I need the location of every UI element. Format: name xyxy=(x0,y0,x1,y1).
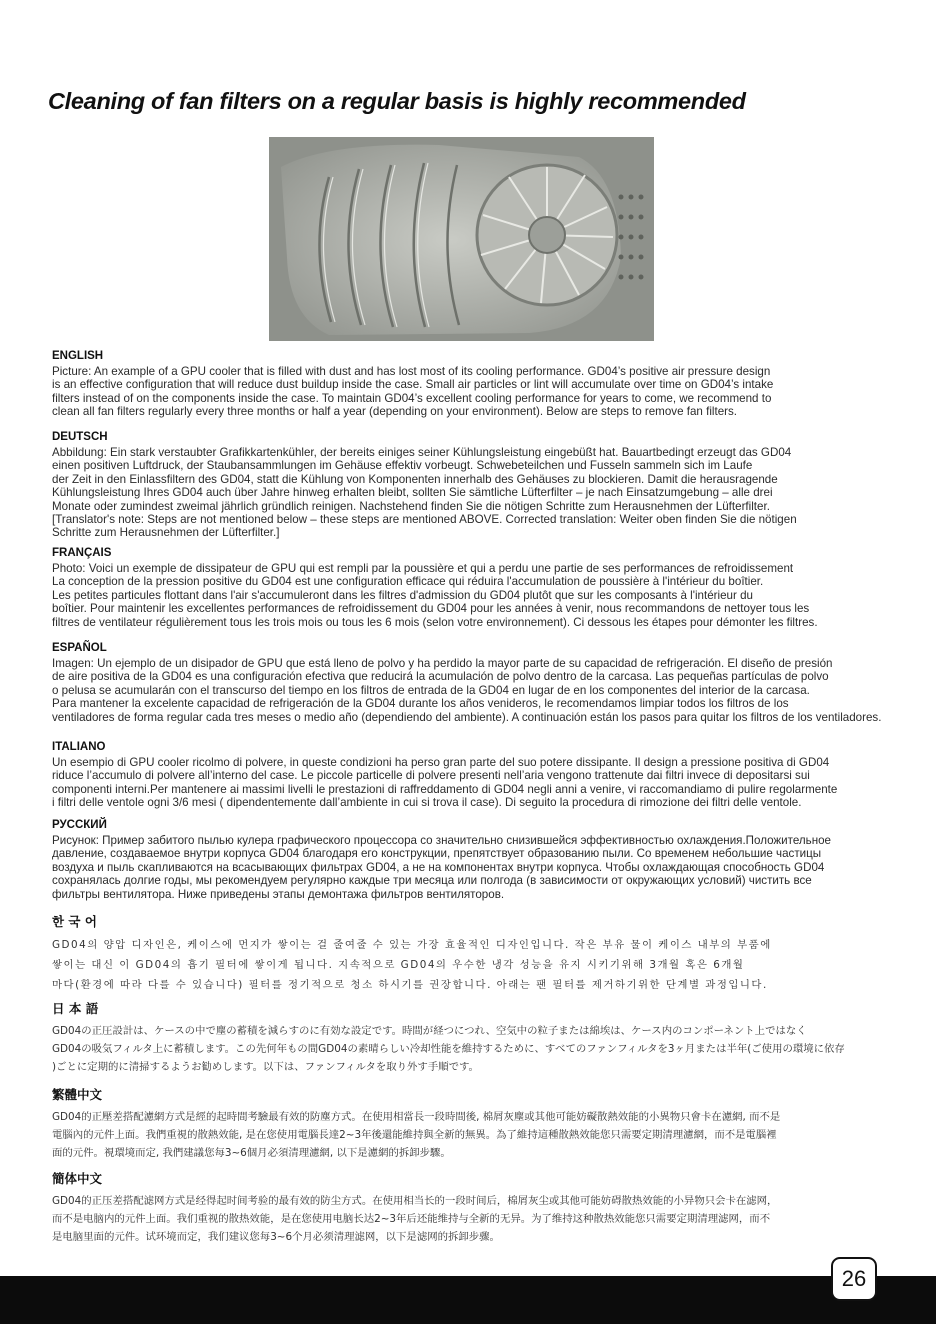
section-body xyxy=(52,834,914,901)
section-body xyxy=(52,1108,914,1162)
text-line: GD04の正圧設計は、ケースの中で塵の蓄積を減らすのに有効な設定です。時間が経つにつれ、空気中の粒子または綿埃は、ケース内のコンポーネント上ではなく xyxy=(52,1025,807,1037)
section-japanese xyxy=(52,1000,914,1076)
section-espanol xyxy=(52,640,914,724)
text-line: 쌓이는 대신 이 GD04의 흡기 필터에 쌓이게 됩니다. 지속적으로 GD04의 우수한 냉각 성능을 유지 시키기위해 3개월 혹은 6개월 xyxy=(52,959,745,971)
language-heading: ESPAÑOL xyxy=(52,642,107,654)
language-heading: 日 本 語 xyxy=(52,1001,99,1016)
language-heading: ENGLISH xyxy=(52,350,104,362)
section-english xyxy=(52,348,914,419)
text-line: [Translator's note: Steps are not mentioned below – these steps are mentioned ABOVE. Corrected translation: Weiter oben finden Sie die nötigen xyxy=(52,513,797,527)
section-body xyxy=(52,935,914,995)
text-line: der Zeit in den Einlassfiltern des GD04, statt die Kühlung von Komponenten innerhalb des Gehäuses zu blockieren. Damit die herausragende xyxy=(52,472,778,486)
section-russian xyxy=(52,817,914,901)
text-line: Monate oder zumindest zweimal jährlich gründlich reinigen. Nachstehend finden Sie die nötigen Schritte zum Herausnehmen der Lüfterfilter. xyxy=(52,499,770,513)
text-line: GD04の吸気フィルタ上に蓄積します。この先何年もの間GD04の素晴らしい冷却性能を維持するために、すべてのファンフィルタを3ヶ月または半年(ご使用の環境に依存 xyxy=(52,1043,845,1055)
language-heading: FRANÇAIS xyxy=(52,547,112,559)
text-line: filters instead of on the components inside the case. To maintain GD04’s excellent cooling performance for years to come, we recommend to xyxy=(52,391,772,405)
text-line: Imagen: Un ejemplo de un disipador de GPU que está lleno de polvo y ha perdido la mayor parte de su capacidad de refrigeración. El diseño de presión xyxy=(52,657,833,670)
section-korean xyxy=(52,913,914,995)
section-body xyxy=(52,365,914,419)
section-body xyxy=(52,756,914,810)
section-deutsch xyxy=(52,429,914,540)
language-heading: ITALIANO xyxy=(52,741,106,753)
text-line: o pelusa se acumularán con el transcurso del tiempo en los filtros de entrada de la GD04 en lugar de en los componentes del interior de la carcasa. xyxy=(52,683,810,697)
text-line: Picture: An example of a GPU cooler that is filled with dust and has lost most of its cooling performance. GD04’s positive air pressure design xyxy=(52,365,771,378)
text-line: 電腦內的元件上面。我們重視的散熱效能, 是在您使用電腦長達2~3年後還能維持與全新的無異。為了維持這種散熱效能您只需要定期清理濾網，而不是電腦裡 xyxy=(52,1129,777,1141)
text-line: componenti interni.Per mantenere ai massimi livelli le prestazioni di raffreddamento di GD04 negli anni a venire, vi raccomandiamo di pulire regolarmente xyxy=(52,782,838,796)
page-number: 26 xyxy=(831,1257,877,1301)
text-line: GD04的正壓差搭配濾網方式是經的起時間考驗最有效的防塵方式。在使用相當長一段時間後, 棉屑灰塵或其他可能妨礙散熱效能的小異物只會卡在濾網, 而不是 xyxy=(52,1111,781,1123)
section-body xyxy=(52,562,914,629)
text-line: фильтры вентилятора. Ниже приведены этапы демонтажа фильтров вентиляторов. xyxy=(52,887,505,901)
text-line: boîtier. Pour maintenir les excellentes performances de refroidissement du GD04 pour les années à venir, nous recommandons de nettoyer tous les xyxy=(52,602,810,616)
page-title: Cleaning of fan filters on a regular basis is highly recommended xyxy=(48,88,746,114)
text-line: ventiladores de forma regular cada tres meses o medio año (dependiendo del ambiente). A continuación están los pasos para quitar los filtros de los ventiladores. xyxy=(52,710,882,724)
section-simplified-chinese xyxy=(52,1170,914,1246)
text-line: clean all fan filters regularly every three months or half a year (depending on your environment). Below are steps to remove fan filters. xyxy=(52,405,738,419)
text-line: GD04的正压差搭配滤网方式是经得起时间考验的最有效的防尘方式。在使用相当长的一段时间后，棉屑灰尘或其他可能妨碍散热效能的小异物只会卡在滤网， xyxy=(52,1195,778,1207)
language-heading: DEUTSCH xyxy=(52,431,108,443)
text-line: Un esempio di GPU cooler ricolmo di polvere, in queste condizioni ha perso gran parte del suo potere dissipante. Il design a pressione positiva di GD04 xyxy=(52,756,830,769)
text-line: Рисунок: Пример забитого пылью кулера графического процессора со значительно снизившейся эффективностью охлаждения.Положительное xyxy=(52,834,831,847)
text-line: einen positiven Luftdruck, der Staubansammlungen im Gehäuse effektiv vorbeugt. Schwebeteilchen und Fusseln sammeln sich im Laufe xyxy=(52,459,753,473)
text-line: La conception de la pression positive du GD04 est une configuration efficace qui réduira l'accumulation de poussière à l'intérieur du boîtier. xyxy=(52,575,764,589)
section-body xyxy=(52,1192,914,1246)
text-line: воздуха и пыль скапливаются на всасывающих фильтрах GD04, а не на компонентах внутри корпуса. Чтобы охлаждающая способность GD04 xyxy=(52,860,825,874)
text-line: Schritte zum Herausnehmen der Lüfterfilter.] xyxy=(52,526,280,540)
text-line: GD04의 양압 디자인은, 케이스에 먼지가 쌓이는 걸 줄여줄 수 있는 가장 효율적인 디자인입니다. 작은 부유 물이 케이스 내부의 부품에 xyxy=(52,939,772,951)
footer-bar xyxy=(0,1276,936,1324)
language-heading: РУССКИЙ xyxy=(52,819,107,831)
text-line: Les petites particules flottant dans l'air s'accumuleront dans les filtres d'admission du GD04 plutôt que sur les composants à l'intérieur du xyxy=(52,588,753,602)
text-line: filtres de ventilateur régulièrement tous les trois mois ou tous les 6 mois (selon votre environnement). Ci dessous les étapes pour démonter les filtres. xyxy=(52,615,818,629)
section-body xyxy=(52,657,914,724)
section-traditional-chinese xyxy=(52,1086,914,1162)
text-line: )ごとに定期的に清掃するようお勧めします。以下は、ファンフィルタを取り外す手順です。 xyxy=(52,1061,479,1073)
section-italiano xyxy=(52,739,914,810)
text-line: Kühlungsleistung Ihres GD04 auch über Jahre hinweg erhalten bleibt, sollten Sie sämtliche Lüfterfilter – je nach Einsatzumgebung – alle drei xyxy=(52,486,773,500)
text-line: 面的元件。視環境而定, 我們建議您每3~6個月必須清理濾網, 以下是濾網的拆卸步驟。 xyxy=(52,1147,451,1159)
text-line: 而不是电脑内的元件上面。我们重视的散热效能，是在您使用电脑长达2~3年后还能维持与全新的无异。为了维持这种散热效能您只需要定期清理滤网，而不 xyxy=(52,1213,771,1225)
language-heading: 簡体中文 xyxy=(52,1171,103,1186)
text-line: Para mantener la excelente capacidad de refrigeración de la GD04 durante los años venideros, le recomendamos limpiar todos los filtros de los xyxy=(52,697,789,711)
text-line: 是电脑里面的元件。试环境而定，我们建议您每3~6个月必须清理滤网，以下是滤网的拆卸步骤。 xyxy=(52,1231,500,1243)
section-body xyxy=(52,446,914,540)
section-body xyxy=(52,1022,914,1076)
dusty-gpu-cooler-photo xyxy=(269,137,654,341)
text-line: i filtri delle ventole ogni 3/6 mesi ( dipendentemente dall’ambiente in cui si trova il case). Di seguito la procedura di rimozione dei filtri delle ventole. xyxy=(52,796,802,810)
text-line: давление, создаваемое внутри корпуса GD04 благодаря его конструкции, препятствует образованию пыли. Со временем небольшие частицы xyxy=(52,847,822,861)
text-line: 마다(환경에 따라 다를 수 있습니다) 필터를 정기적으로 청소 하시기를 권장합니다. 아래는 팬 필터를 제거하기위한 단계별 과정입니다. xyxy=(52,979,768,991)
text-line: Photo: Voici un exemple de dissipateur de GPU qui est rempli par la poussière et qui a perdu une partie de ses performances de refroidissement xyxy=(52,562,794,575)
text-line: is an effective configuration that will reduce dust buildup inside the case. Small air particles or lint will accumulate over time on GD04’s intake xyxy=(52,378,774,392)
text-line: riduce l’accumulo di polvere all’interno del case. Le piccole particelle di polvere presenti nell’aria vengono trattenute dai filtri invece di depositarsi sui xyxy=(52,769,810,783)
language-heading: 繁體中文 xyxy=(52,1087,103,1102)
text-line: de aire positiva de la GD04 es una configuración efectiva que reducirá la acumulación de polvo dentro de la carcasa. Las pequeñas partículas de polvo xyxy=(52,670,829,684)
language-heading: 한 국 어 xyxy=(52,914,97,929)
section-francais xyxy=(52,545,914,629)
text-line: Abbildung: Ein stark verstaubter Grafikkartenkühler, der bereits einiges seiner Kühlungsleistung eingebüßt hat. Bauartbedingt erzeugt das GD04 xyxy=(52,446,792,459)
text-line: сохранялась долгие годы, мы рекомендуем регулярно каждые три месяца или полгода (в зависимости от окружающих условий) чистить все xyxy=(52,874,812,888)
